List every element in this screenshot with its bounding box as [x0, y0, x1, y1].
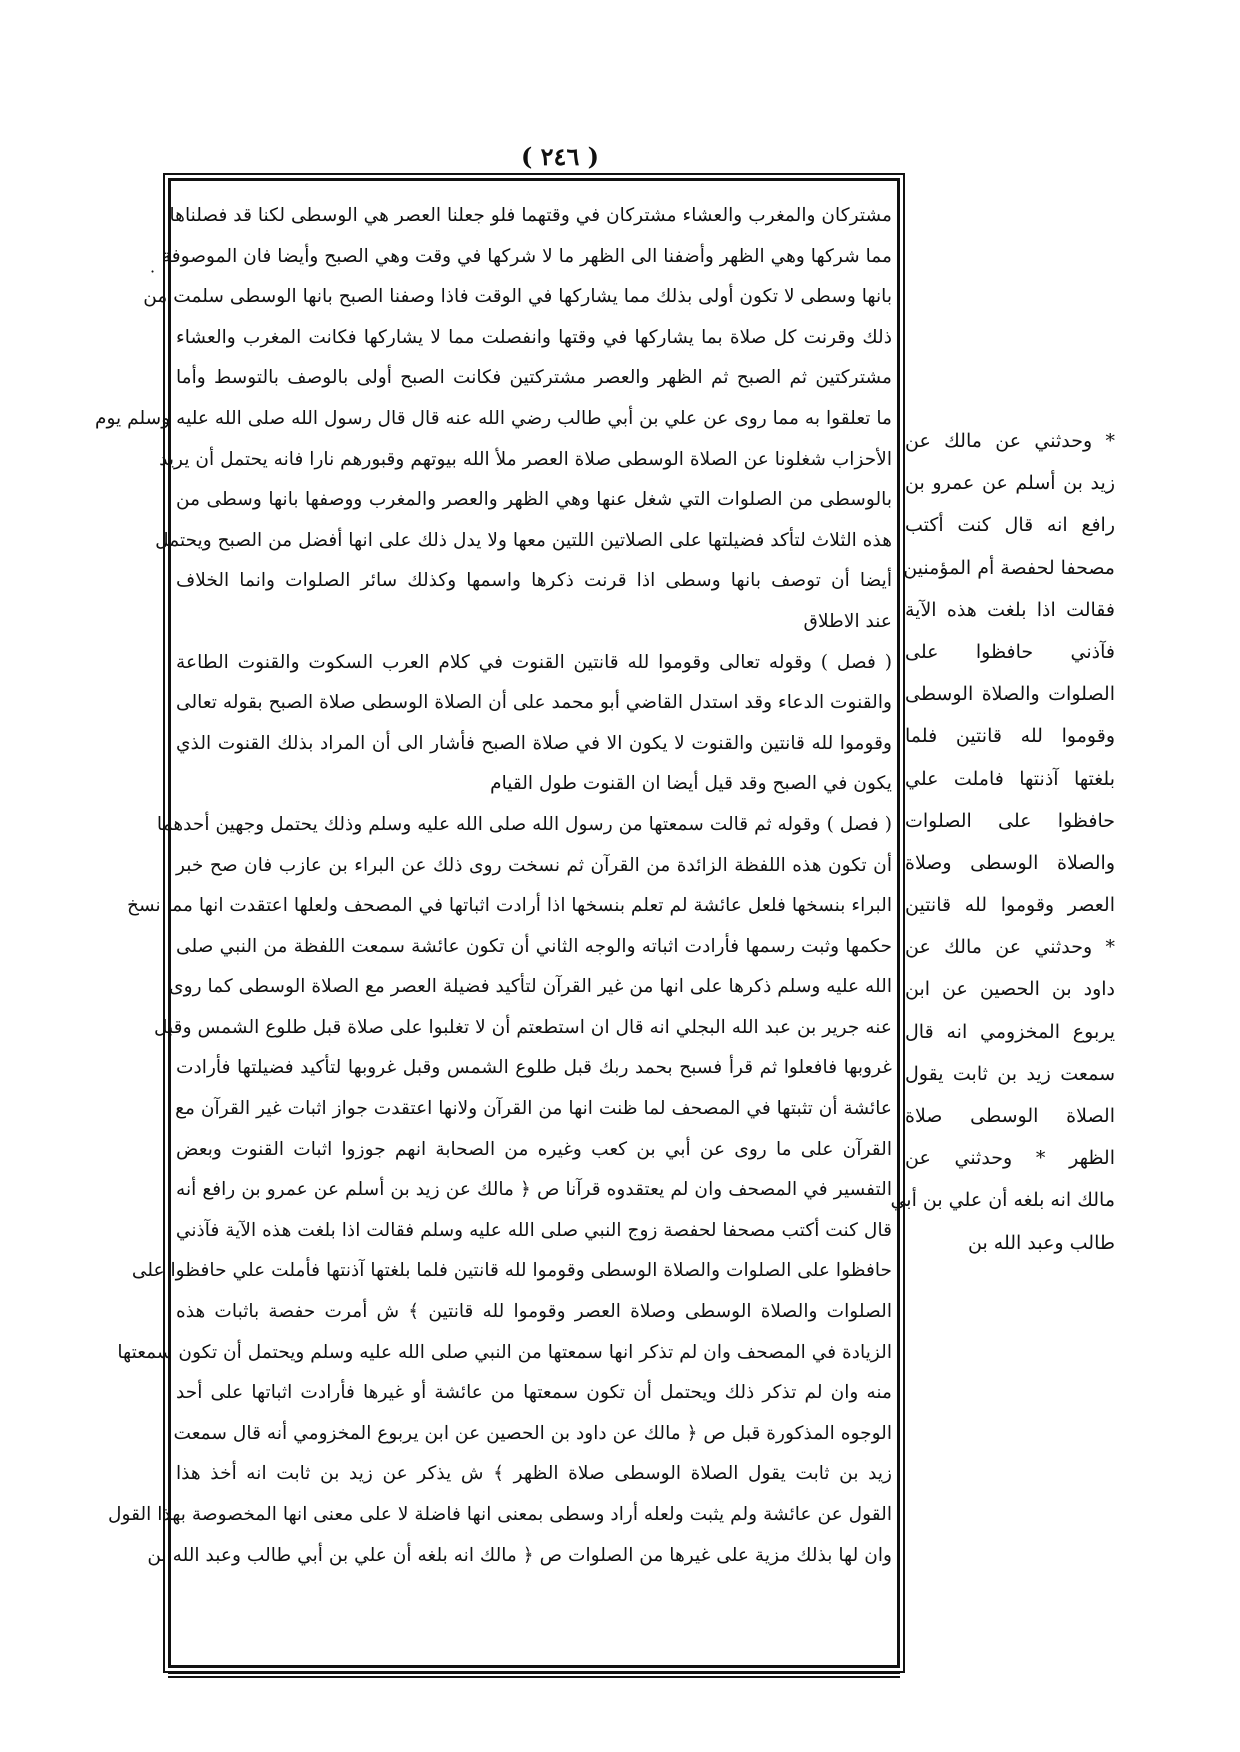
text-line: مما شركها وهي الظهر وأضفنا الى الظهر ما لا شركها في وقت وهي الصبح وأيضا فان الموصوفة: [161, 245, 892, 267]
text-line: يكون في الصبح وقد قيل أيضا ان القنوت طول القيام: [490, 773, 892, 795]
margin-notes-block: [890, 420, 1115, 1264]
margin-note-line: يربوع المخزومي انه قال: [905, 1020, 1115, 1043]
margin-note-line: فقالت اذا بلغت هذه الآية: [905, 598, 1115, 621]
text-line: وان لها بذلك مزية على غيرها من الصلوات ص ﴿ مالك انه بلغه أن علي بن أبي طالب وعبد الله بن: [147, 1544, 892, 1566]
margin-note-line: الصلاة الوسطى صلاة: [905, 1105, 1115, 1127]
margin-note-line: رافع انه قال كنت أكتب: [905, 514, 1115, 537]
margin-note-line: سمعت زيد بن ثابت يقول: [905, 1062, 1115, 1085]
text-line: والقنوت الدعاء وقد استدل القاضي أبو محمد على أن الصلاة الوسطى صلاة الصبح بقوله تعالى: [176, 692, 892, 714]
margin-note-line: طالب وعبد الله بن: [968, 1231, 1115, 1254]
text-line: قال كنت أكتب مصحفا لحفصة زوج النبي صلى الله عليه وسلم فقالت اذا بلغت هذه الآية فآذني: [175, 1219, 892, 1241]
text-line: حافظوا على الصلوات والصلاة الوسطى وقوموا لله قانتين فلما بلغتها آذنتها فأملت علي حافظوا على: [131, 1260, 892, 1282]
text-line: منه وان لم تذكر ذلك ويحتمل أن تكون سمعتها من عائشة أو غيرها فأرادت اثباتها على أحد: [176, 1382, 892, 1404]
text-line: وقوموا لله قانتين والقنوت لا يكون الا في صلاة الصبح فأشار الى أن المراد بذلك القنوت الذي: [176, 732, 892, 754]
text-line: ( فصل ) وقوله ثم قالت سمعتها من رسول الله صلى الله عليه وسلم وذلك يحتمل وجهين أحدهما: [156, 813, 892, 835]
text-line: مشتركتين ثم الصبح ثم الظهر والعصر مشتركتين فكانت الصبح أولى بالوصف بالتوسط وأما: [176, 367, 892, 389]
margin-note-line: زيد بن أسلم عن عمرو بن: [905, 472, 1115, 495]
margin-note-line: بلغتها آذنتها فاملت علي: [905, 767, 1115, 790]
main-text-block: [94, 196, 892, 1646]
text-line: عائشة أن تثبتها في المصحف لما ظنت انها من القرآن ولانها اعتقدت جواز اثبات غير القرآن مع: [175, 1098, 892, 1120]
margin-note-line: والصلاة الوسطى وصلاة: [905, 851, 1115, 874]
text-line: غروبها فافعلوا ثم قرأ فسبح بحمد ربك قبل طلوع الشمس وقبل غروبها لتأكيد فضيلتها فأرادت: [176, 1057, 892, 1079]
text-line: أن تكون هذه اللفظة الزائدة من القرآن ثم نسخت روى ذلك عن البراء بن عازب فان صح خبر: [176, 854, 892, 876]
text-line: القول عن عائشة ولم يثبت ولعله أراد وسطى بمعنى انها فاضلة لا على معنى انها المخصوصة بهذا القول: [108, 1504, 892, 1525]
margin-note-line: * وحدثني عن مالك عن: [905, 936, 1115, 959]
text-line: مشتركان والمغرب والعشاء مشتركان في وقتهما فلو جعلنا العصر هي الوسطى لكنا قد فصلناها: [169, 205, 892, 226]
margin-note-line: العصر وقوموا لله قانتين: [905, 894, 1115, 917]
text-line: ذلك وقرنت كل صلاة بما يشاركها في وقتها وانفصلت مما لا يشاركها فكانت المغرب والعشاء: [176, 326, 892, 348]
text-line: أيضا أن توصف بانها وسطى اذا قرنت ذكرها واسمها وكذلك سائر الصلوات وانما الخلاف: [176, 570, 892, 592]
text-line: هذه الثلاث لتأكد فضيلتها على الصلاتين اللتين معها ولا يدل ذلك على انها أفضل من الصبح ويحتمل: [155, 529, 892, 551]
margin-mark: ·: [150, 262, 156, 281]
text-line: الأحزاب شغلونا عن الصلاة الوسطى صلاة العصر ملأ الله بيوتهم وقبورهم نارا فانه يحتمل أن يريد: [159, 448, 892, 470]
margin-note-line: الصلوات والصلاة الوسطى: [905, 683, 1115, 706]
margin-note-line: الظهر * وحدثني عن: [905, 1147, 1115, 1170]
text-line: البراء بنسخها فلعل عائشة لم تعلم بنسخها اذا أرادت اثباتها في المصحف ولعلها اعتقدت انها مما نسخ: [126, 895, 892, 917]
text-line: الصلوات والصلاة الوسطى وصلاة العصر وقوموا لله قانتين ﴾ ش أمرت حفصة باثبات هذه: [176, 1301, 892, 1323]
page-number: ( ٢٤٦ ): [520, 142, 600, 171]
text-line: القرآن على ما روى عن أبي بن كعب وغيره من الصحابة انهم جوزوا اثبات القنوت وبعض: [176, 1138, 892, 1160]
margin-note-line: حافظوا على الصلوات: [905, 809, 1115, 832]
text-line: بالوسطى من الصلوات التي شغل عنها وهي الظهر والعصر والمغرب ووصفها بانها وسطى من: [176, 489, 892, 511]
bottom-rule: [168, 1672, 900, 1678]
margin-note-line: مالك انه بلغه أن علي بن أبي: [890, 1189, 1115, 1212]
text-line: الزيادة في المصحف وان لم تذكر انها سمعتها من النبي صلى الله عليه وسلم ويحتمل أن تكون سمعتها: [117, 1341, 892, 1363]
text-line: بانها وسطى لا تكون أولى بذلك مما يشاركها في الوقت فاذا وصفنا الصبح بانها الوسطى سلمت من: [143, 286, 892, 308]
text-line: ( فصل ) وقوله تعالى وقوموا لله قانتين القنوت في كلام العرب السكوت والقنوت الطاعة: [176, 651, 892, 673]
text-line: التفسير في المصحف وان لم يعتقدوه قرآنا ص ﴿ مالك عن زيد بن أسلم عن عمرو بن رافع أنه: [176, 1179, 892, 1201]
text-line: عند الاطلاق: [803, 610, 892, 632]
margin-note-line: داود بن الحصين عن ابن: [905, 978, 1115, 1001]
margin-note-line: * وحدثني عن مالك عن: [905, 430, 1115, 452]
text-line: ما تعلقوا به مما روى عن علي بن أبي طالب رضي الله عنه قال قال رسول الله صلى الله عليه وسلم يوم: [94, 407, 892, 429]
text-line: حكمها وثبت رسمها فأرادت اثباته والوجه الثاني أن تكون عائشة سمعت اللفظة من النبي صلى: [176, 935, 892, 957]
text-line: عنه جرير بن عبد الله البجلي انه قال ان استطعتم أن لا تغلبوا على صلاة قبل طلوع الشمس وقبل: [153, 1016, 892, 1038]
margin-note-line: مصحفا لحفصة أم المؤمنين: [903, 556, 1115, 579]
text-line: الله عليه وسلم ذكرها على انها من غير القرآن لتأكيد فضيلة العصر مع الصلاة الوسطى كما روى: [169, 976, 892, 998]
text-line: الوجوه المذكورة قبل ص ﴿ مالك عن داود بن الحصين عن ابن يربوع المخزومي أنه قال سمعت: [173, 1422, 892, 1444]
text-line: زيد بن ثابت يقول الصلاة الوسطى صلاة الظهر ﴾ ش يذكر عن زيد بن ثابت انه أخذ هذا: [176, 1463, 892, 1485]
margin-note-line: وقوموا لله قانتين فلما: [905, 725, 1115, 748]
margin-note-line: فآذني حافظوا على: [905, 640, 1115, 663]
